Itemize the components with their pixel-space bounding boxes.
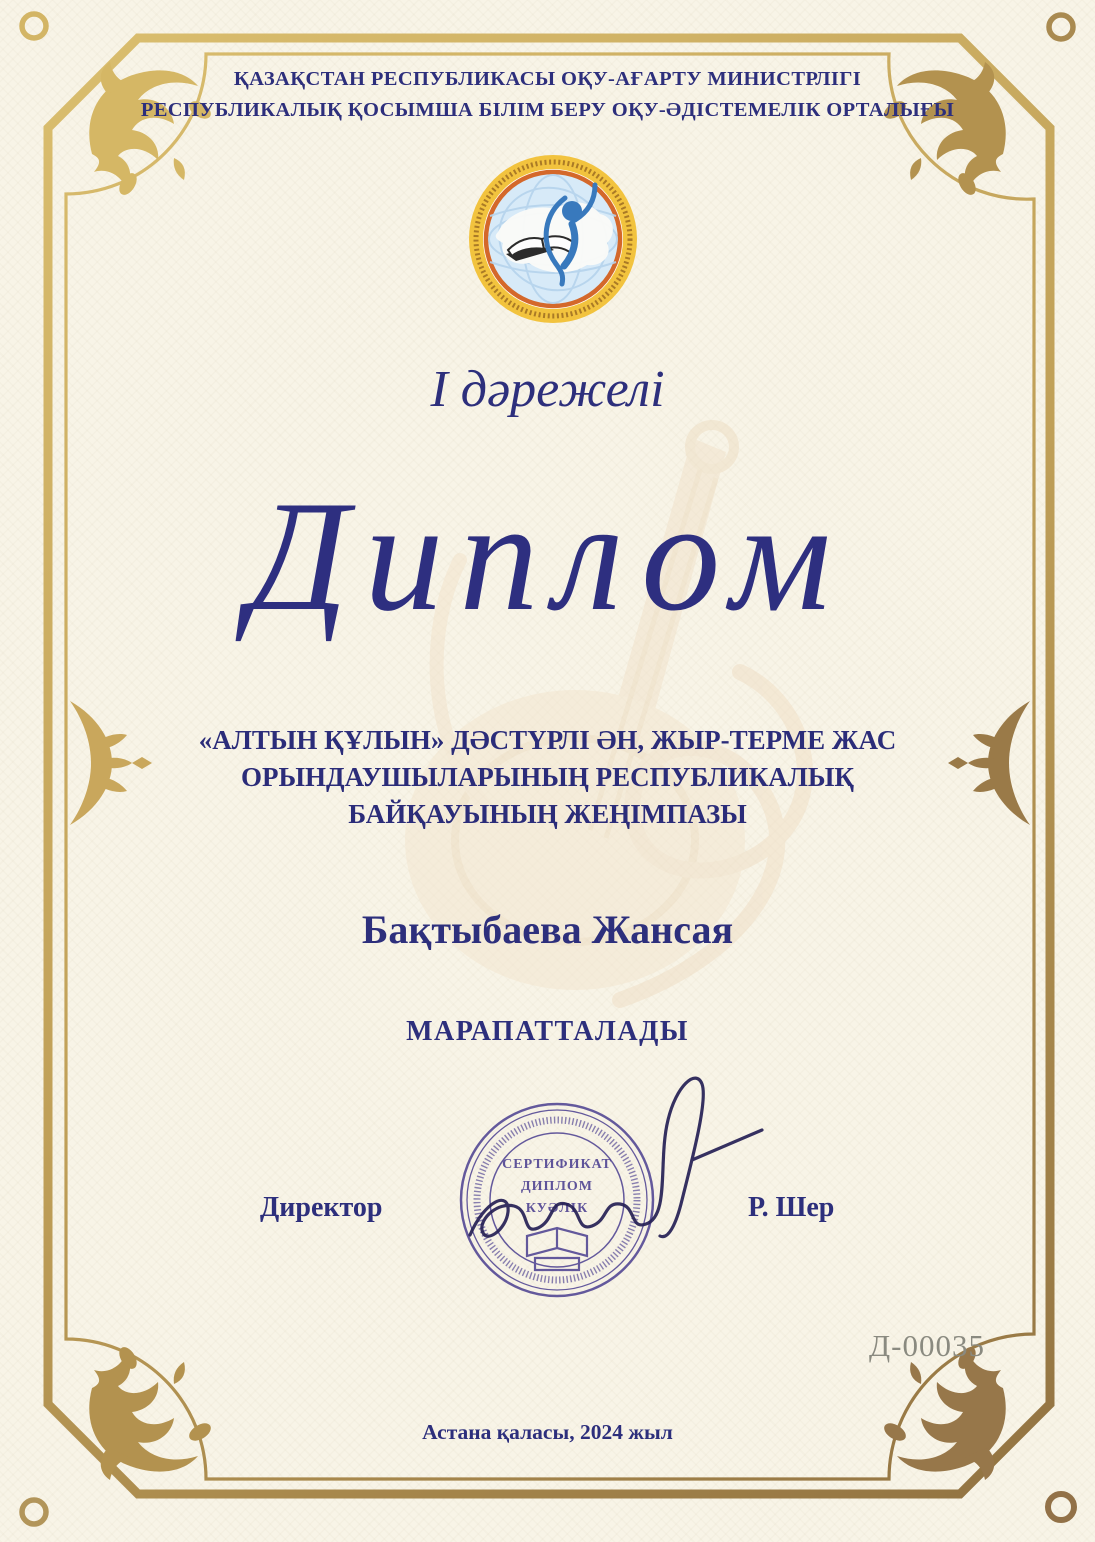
serial-number: Д-00035 [869, 1328, 985, 1363]
award-line: «АЛТЫН ҚҰЛЫН» ДӘСТҮРЛІ ӘН, ЖЫР-ТЕРМЕ ЖАС [198, 725, 897, 755]
header [0, 64, 1095, 126]
stamp-text: СЕРТИФИКАТ [502, 1157, 612, 1172]
award-description [0, 722, 1095, 833]
award-verb: МАРАПАТТАЛАДЫ [406, 1016, 689, 1047]
ministry-line: ҚАЗАҚСТАН РЕСПУБЛИКАСЫ ОҚУ-АҒАРТУ МИНИСТРЛІГІ [233, 68, 862, 90]
handwritten-signature-icon [430, 1040, 800, 1280]
recipient-name: Бақтыбаева Жансая [361, 907, 734, 952]
director-label: Директор [260, 1192, 383, 1223]
footer-city-year: Астана қаласы, 2024 жыл [422, 1420, 673, 1444]
organization-line: РЕСПУБЛИКАЛЫҚ ҚОСЫМША БІЛІМ БЕРУ ОҚУ-ӘДІСТЕМЕЛІК ОРТАЛЫҒЫ [140, 99, 955, 121]
signer-name: Р. Шер [748, 1192, 835, 1223]
degree-label: І дәрежелі [430, 361, 665, 418]
diploma-title: Диплом [247, 469, 848, 644]
award-line: ОРЫНДАУШЫЛАРЫНЫҢ РЕСПУБЛИКАЛЫҚ [241, 762, 854, 792]
stamp-text: ДИПЛОМ [521, 1179, 593, 1194]
stamp-text: КУӘЛІК [525, 1201, 589, 1216]
corner-ornament-icon [89, 1344, 214, 1480]
education-center-emblem-icon [468, 154, 638, 324]
award-line: БАЙҚАУЫНЫҢ ЖЕҢІМПАЗЫ [348, 799, 747, 829]
